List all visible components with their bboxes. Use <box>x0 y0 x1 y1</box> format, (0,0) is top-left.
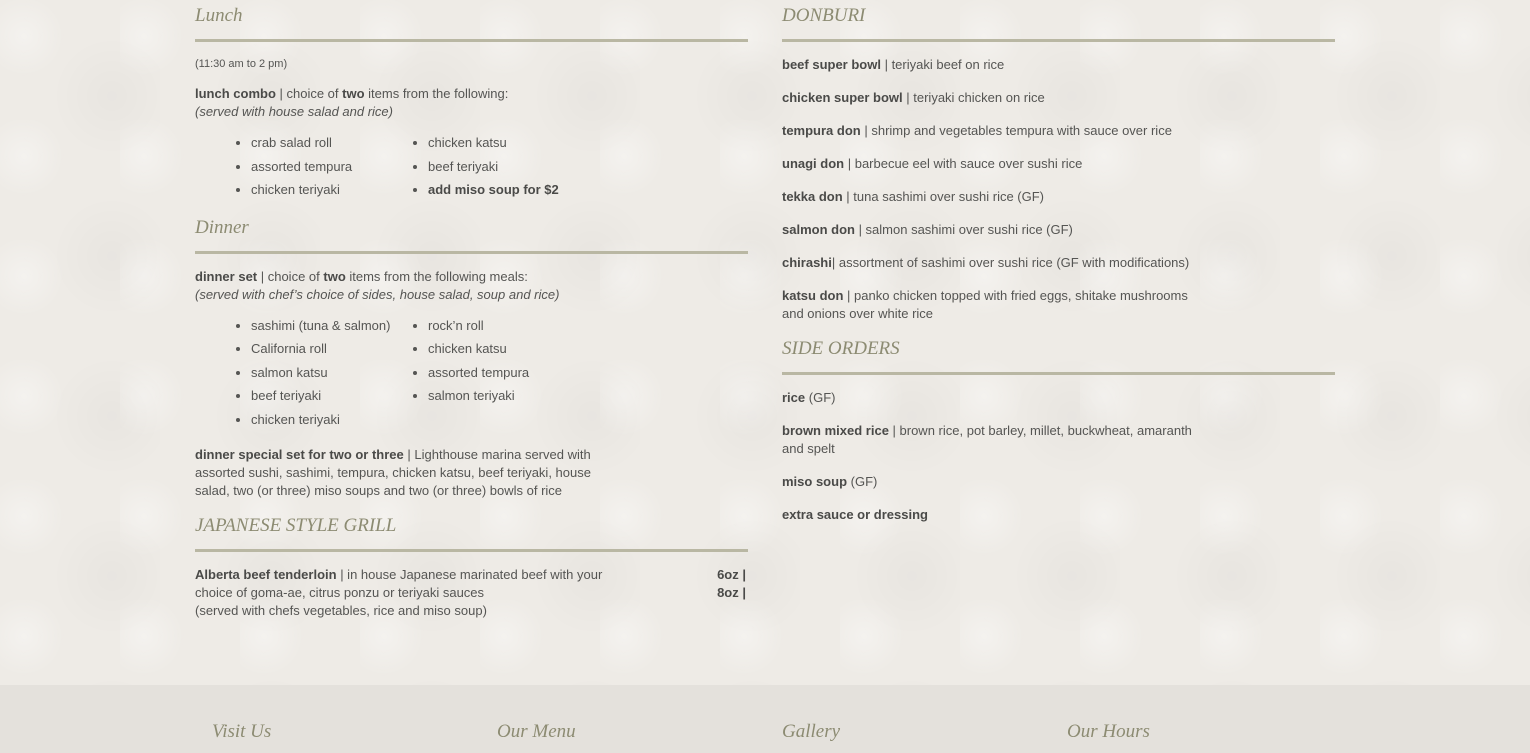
item-desc: | salmon sashimi over sushi rice (GF) <box>854 222 1073 237</box>
dinner-set-name: dinner set <box>195 268 258 284</box>
item-name: katsu don <box>782 288 844 303</box>
donburi-list <box>782 56 1335 323</box>
grill-item <box>195 566 748 620</box>
lunch-lists <box>195 131 748 202</box>
item-name: extra sauce or dressing <box>782 507 928 522</box>
divider <box>782 39 1335 42</box>
footer-gallery[interactable]: Gallery <box>782 721 841 742</box>
divider <box>195 549 748 552</box>
item-name: miso soup <box>782 474 848 489</box>
donburi-item <box>782 188 1335 206</box>
list-item: • beef teriyaki <box>251 384 428 408</box>
dinner-set-choice: | choice of <box>257 268 324 284</box>
list-item: • assorted tempura <box>251 155 428 179</box>
item-name: tekka don <box>782 189 843 204</box>
donburi-item <box>782 122 1335 140</box>
item-name: salmon don <box>782 222 855 237</box>
donburi-item <box>782 254 1335 272</box>
item-name: unagi don <box>782 156 845 171</box>
left-column <box>195 0 748 620</box>
item-desc: | shrimp and vegetables tempura with sauce over rice <box>860 123 1172 138</box>
item-name: chirashi <box>782 255 832 270</box>
lunch-combo-choice: | choice of <box>275 86 343 101</box>
side-orders-heading: SIDE ORDERS <box>782 338 900 359</box>
item-name: chicken super bowl <box>782 90 903 105</box>
list-item: • salmon teriyaki <box>428 384 529 408</box>
item-desc: | teriyaki beef on rice <box>880 57 1005 72</box>
list-item: • beef teriyaki <box>428 155 559 179</box>
dinner-list-2 <box>428 314 529 432</box>
dinner-lists <box>195 314 748 432</box>
list-item: • salmon katsu <box>251 361 428 385</box>
dinner-special-name: dinner special set for two or three <box>195 447 404 462</box>
dinner-special-desc: | Lighthouse marina served with assorted sushi, sashimi, tempura, chicken katsu, beef teriyaki, house salad, two (or three) miso soups and two (or three) bowls of rice <box>195 447 591 498</box>
lunch-hours: (11:30 am to 2 pm) <box>195 58 288 70</box>
size-8oz: 8oz | <box>717 585 746 600</box>
side-item <box>782 422 1197 458</box>
grill-sizes <box>717 566 746 602</box>
item-name: tempura don <box>782 123 861 138</box>
footer-our-menu[interactable]: Our Menu <box>497 721 576 742</box>
list-item: • California roll <box>251 337 428 361</box>
list-item: • rock’n roll <box>428 314 529 338</box>
lunch-list-2 <box>428 131 559 202</box>
divider <box>782 372 1335 375</box>
site-footer <box>0 685 1530 753</box>
lunch-list-1 <box>195 131 428 202</box>
side-orders-list <box>782 389 1335 524</box>
dinner-special <box>195 446 605 500</box>
item-name: rice <box>782 390 806 405</box>
item-desc: | panko chicken topped with fried eggs, shitake mushrooms and onions over white rice <box>782 288 1188 321</box>
list-item: • chicken katsu <box>428 337 529 361</box>
item-desc: | barbecue eel with sauce over sushi rice <box>844 156 1083 171</box>
grill-item-name: Alberta beef tenderloin <box>195 567 337 582</box>
donburi-item <box>782 89 1335 107</box>
dinner-set-rest: items from the following meals: <box>345 268 528 284</box>
item-desc: | assortment of sashimi over sushi rice (GF with modifications) <box>831 255 1190 270</box>
list-item: • chicken katsu <box>428 131 559 155</box>
donburi-item <box>782 56 1335 74</box>
side-item <box>782 506 1335 524</box>
item-desc: | tuna sashimi over sushi rice (GF) <box>842 189 1045 204</box>
divider <box>195 39 748 42</box>
list-item: • chicken teriyaki <box>251 408 428 432</box>
dinner-list-1 <box>195 314 428 432</box>
lunch-served-note: (served with house salad and rice) <box>195 104 393 119</box>
lunch-combo-rest: items from the following: <box>364 86 509 101</box>
lunch-combo-name: lunch combo <box>195 86 276 101</box>
grill-item-desc: | in house Japanese marinated beef with your choice of goma-ae, citrus ponzu or teriyaki sauces <box>195 567 603 600</box>
item-desc: | brown rice, pot barley, millet, buckwheat, amaranth and spelt <box>782 423 1192 456</box>
list-item: • chicken teriyaki <box>251 178 428 202</box>
item-desc: (GF) <box>847 474 878 489</box>
donburi-heading: DONBURI <box>782 5 866 26</box>
footer-our-hours[interactable]: Our Hours <box>1067 721 1150 742</box>
right-column <box>782 0 1335 524</box>
item-name: beef super bowl <box>782 57 881 72</box>
donburi-item <box>782 287 1192 323</box>
lunch-heading: Lunch <box>195 5 243 26</box>
list-item: • assorted tempura <box>428 361 529 385</box>
side-item <box>782 389 1335 407</box>
size-6oz: 6oz | <box>717 567 746 582</box>
miso-addon: add miso soup for $2 <box>428 182 559 197</box>
dinner-set <box>195 268 748 286</box>
divider <box>195 251 748 254</box>
donburi-item <box>782 221 1335 239</box>
dinner-set-two: two <box>323 268 346 284</box>
grill-item-text <box>195 566 610 602</box>
donburi-item <box>782 155 1335 173</box>
side-item <box>782 473 1335 491</box>
list-item <box>428 178 559 202</box>
item-name: brown mixed rice <box>782 423 889 438</box>
item-desc: (GF) <box>805 390 836 405</box>
item-desc: | teriyaki chicken on rice <box>902 90 1045 105</box>
dinner-heading: Dinner <box>195 216 249 238</box>
grill-served-note: (served with chefs vegetables, rice and miso soup) <box>195 603 487 618</box>
grill-heading: JAPANESE STYLE GRILL <box>195 515 397 536</box>
list-item: • sashimi (tuna & salmon) <box>251 314 428 338</box>
footer-visit-us[interactable]: Visit Us <box>212 721 272 742</box>
lunch-combo <box>195 85 748 103</box>
dinner-served-note: (served with chef’s choice of sides, house salad, soup and rice) <box>195 286 560 302</box>
list-item: • crab salad roll <box>251 131 428 155</box>
lunch-combo-two: two <box>342 86 365 101</box>
